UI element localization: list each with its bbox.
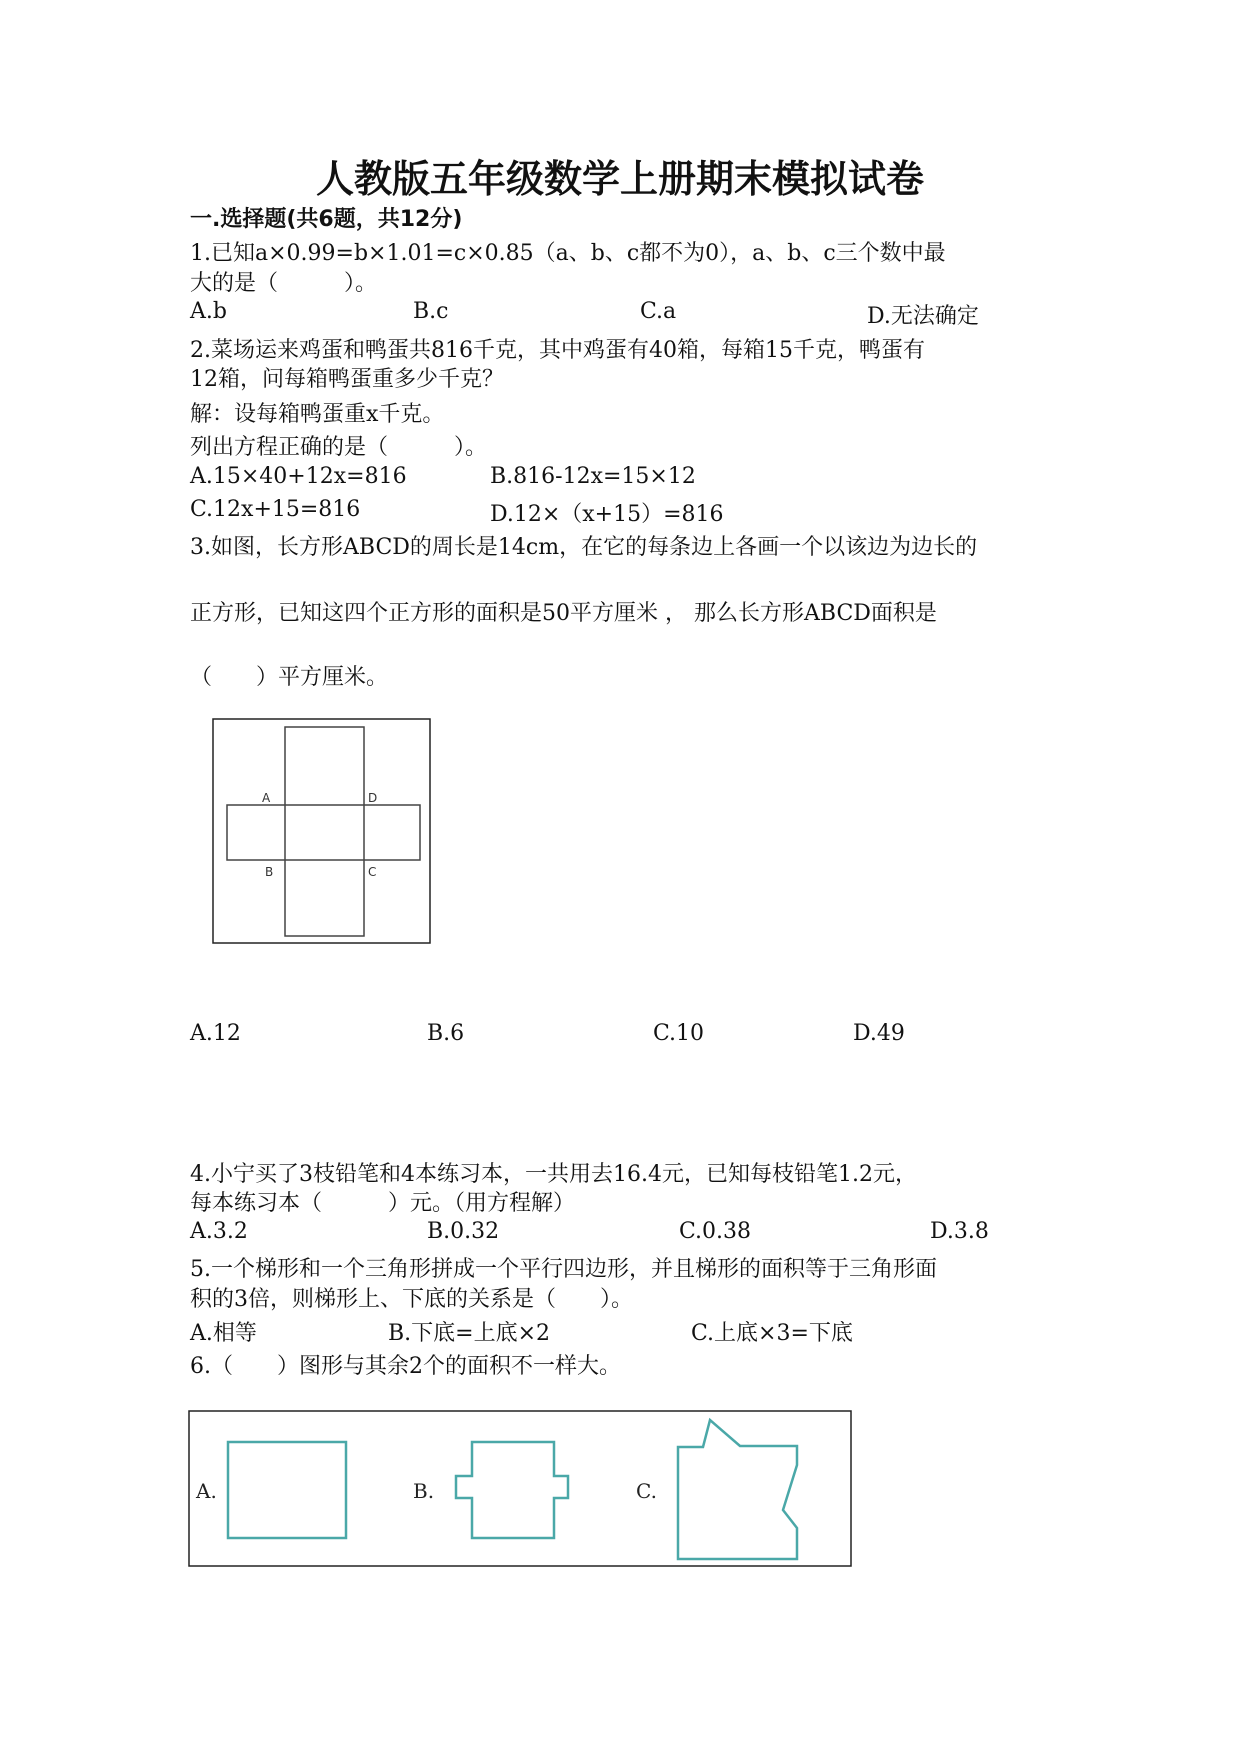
q6-shape-c <box>678 1420 797 1559</box>
q4-option-b[interactable]: B.0.32 <box>427 1219 500 1244</box>
q3-label-a: A <box>262 791 271 805</box>
q6-label-c: C. <box>636 1479 657 1503</box>
q5-option-b[interactable]: B.下底=上底×2 <box>388 1321 551 1346</box>
q2-text-line3: 解：设每箱鸭蛋重x千克。 <box>190 402 445 427</box>
q1-option-d[interactable]: D.无法确定 <box>867 304 979 329</box>
q1-option-c[interactable]: C.a <box>640 299 677 324</box>
q3-label-b: B <box>265 865 274 879</box>
q3-text-line3: （ ）平方厘米。 <box>190 665 389 690</box>
q2-option-a[interactable]: A.15×40+12x=816 <box>190 464 407 489</box>
q3-label-d: D <box>368 791 378 805</box>
q2-option-b[interactable]: B.816-12x=15×12 <box>490 464 696 489</box>
q1-text-line2: 大的是（ ）。 <box>190 271 378 296</box>
q6-shape-b <box>456 1442 568 1538</box>
q4-option-c[interactable]: C.0.38 <box>679 1219 752 1244</box>
q6-shapes-figure <box>188 1410 853 1568</box>
q4-text-line1: 4.小宁买了3枝铅笔和4本练习本，一共用去16.4元，已知每枝铅笔1.2元， <box>190 1162 917 1187</box>
page-title: 人教版五年级数学上册期末模拟试卷 <box>315 157 924 201</box>
q6-shape-a <box>228 1442 346 1538</box>
q5-text-line1: 5.一个梯形和一个三角形拼成一个平行四边形，并且梯形的面积等于三角形面 <box>190 1257 937 1282</box>
q3-cross-figure <box>212 718 432 944</box>
q1-option-a[interactable]: A.b <box>190 299 227 324</box>
q3-option-a[interactable]: A.12 <box>190 1021 241 1046</box>
q5-text-line2: 积的3倍，则梯形上、下底的关系是（ ）。 <box>190 1287 633 1312</box>
q4-text-line2: 每本练习本（ ）元。（用方程解） <box>190 1191 576 1216</box>
q4-option-a[interactable]: A.3.2 <box>190 1219 248 1244</box>
q3-label-c: C <box>368 865 377 879</box>
q4-option-d[interactable]: D.3.8 <box>930 1219 989 1244</box>
q3-option-d[interactable]: D.49 <box>853 1021 905 1046</box>
q5-option-c[interactable]: C.上底×3=下底 <box>691 1321 853 1346</box>
q3-option-c[interactable]: C.10 <box>653 1021 705 1046</box>
q5-option-a[interactable]: A.相等 <box>190 1321 257 1346</box>
q2-option-d[interactable]: D.12×（x+15）=816 <box>490 502 724 527</box>
q2-text-line1: 2.菜场运来鸡蛋和鸭蛋共816千克，其中鸡蛋有40箱，每箱15千克，鸭蛋有 <box>190 338 925 363</box>
q2-text-line4: 列出方程正确的是（ ）。 <box>190 435 488 460</box>
q6-label-b: B. <box>413 1479 435 1503</box>
q1-option-b[interactable]: B.c <box>413 299 449 324</box>
q3-text-line2: 正方形，已知这四个正方形的面积是50平方厘米 ， 那么长方形ABCD面积是 <box>190 601 937 626</box>
q1-text-line1: 1.已知a×0.99=b×1.01=c×0.85（a、b、c都不为0），a、b、c三个数中最 <box>190 241 946 266</box>
section-heading: 一.选择题(共6题，共12分) <box>190 207 463 232</box>
q3-option-b[interactable]: B.6 <box>427 1021 465 1046</box>
q2-text-line2: 12箱，问每箱鸭蛋重多少千克？ <box>190 367 504 392</box>
q2-option-c[interactable]: C.12x+15=816 <box>190 497 361 522</box>
q6-label-a: A. <box>196 1479 217 1503</box>
q6-text-line1: 6.（ ）图形与其余2个的面积不一样大。 <box>190 1354 621 1379</box>
q3-text-line1: 3.如图，长方形ABCD的周长是14cm，在它的每条边上各画一个以该边为边长的 <box>190 535 978 560</box>
